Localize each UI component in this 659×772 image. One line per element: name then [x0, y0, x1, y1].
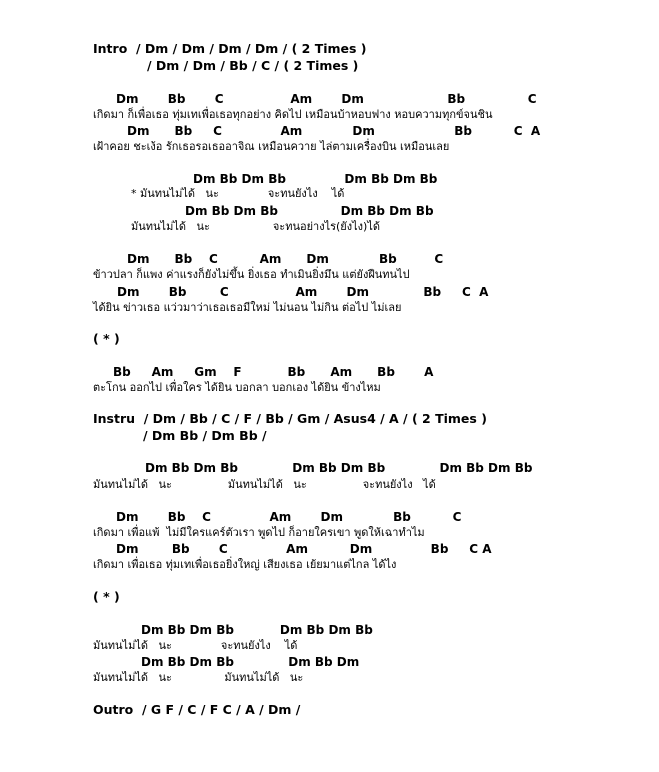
ending-chords-1: Dm Bb Dm Bb Dm Bb Dm Bb	[141, 623, 373, 637]
verse1-lyric-1: เกิดมา ก็เพื่อเธอ ทุ่มเทเพื่อเธอทุกอย่าง คิดไป เหมือนบ้าหอบฟาง หอบความทุกข์จนชิน	[93, 108, 493, 121]
chorus2-lyric: มันทนไม่ได้ นะ มันทนไม่ได้ นะ จะทนยังไง ได้	[93, 478, 436, 491]
intro-line-2: / Dm / Dm / Bb / C / ( 2 Times )	[147, 58, 359, 73]
verse2-lyric-2: ได้ยิน ข่าวเธอ แว่วมาว่าเธอเธอมีใหม่ ไม่นอน ไม่กิน ต่อไป ไม่เลย	[93, 301, 402, 314]
intro-line-1: Intro / Dm / Dm / Dm / Dm / ( 2 Times )	[93, 41, 367, 56]
chorus2-chords: Dm Bb Dm Bb Dm Bb Dm Bb Dm Bb Dm Bb	[145, 461, 533, 475]
verse1-chords-1: Dm Bb C Am Dm Bb C	[116, 92, 537, 106]
verse3-lyric-2: เกิดมา เพื่อเธอ ทุ่มเทเพื่อเธอยิ่งใหญ่ เสียงเธอ เย้ยมาแต่ไกล ได้ไง	[93, 558, 397, 571]
verse3-chords-2: Dm Bb C Am Dm Bb C A	[116, 542, 492, 556]
instru-line-1: Instru / Dm / Bb / C / F / Bb / Gm / Asus4 / A / ( 2 Times )	[93, 411, 487, 426]
verse3-chords-1: Dm Bb C Am Dm Bb C	[116, 510, 462, 524]
verse1-lyric-2: เฝ้าคอย ชะเง้อ รักเธอรอเธออาจิณ เหมือนควาย ไล่ตามเครื่องบิน เหมือนเลย	[93, 140, 450, 153]
chorus-lyric-2: มันทนไม่ได้ นะ จะทนอย่างไร(ยังไง)ได้	[131, 220, 380, 233]
verse2-chords-2: Dm Bb C Am Dm Bb C A	[117, 285, 489, 299]
chorus-repeat-marker-2: ( * )	[93, 589, 120, 604]
chorus-lyric-1: * มันทนไม่ได้ นะ จะทนยังไง ได้	[131, 187, 345, 200]
outro-line: Outro / G F / C / F C / A / Dm /	[93, 702, 301, 717]
ending-lyric-2: มันทนไม่ได้ นะ มันทนไม่ได้ นะ	[93, 671, 304, 684]
ending-chords-2: Dm Bb Dm Bb Dm Bb Dm	[141, 655, 360, 669]
bridge-chords: Bb Am Gm F Bb Am Bb A	[113, 365, 434, 379]
verse3-lyric-1: เกิดมา เพื่อแพ้ ไม่มีใครแคร์ตัวเรา พูดไป ก็อายใครเขา พูดให้เฉาทำไม	[93, 526, 425, 539]
bridge-lyric: ตะโกน ออกไป เพื่อใคร ได้ยิน บอกลา บอกเอง ได้ยิน ข้างไหม	[93, 381, 381, 394]
chorus-repeat-marker: ( * )	[93, 331, 120, 346]
chorus-chords-1: Dm Bb Dm Bb Dm Bb Dm Bb	[193, 172, 438, 186]
verse1-chords-2: Dm Bb C Am Dm Bb C A	[127, 124, 541, 138]
verse2-chords-1: Dm Bb C Am Dm Bb C	[127, 252, 444, 266]
chorus-chords-2: Dm Bb Dm Bb Dm Bb Dm Bb	[185, 204, 434, 218]
instru-line-2: / Dm Bb / Dm Bb /	[143, 428, 267, 443]
verse2-lyric-1: ข้าวปลา ก็แพง ค่าแรงก็ยังไม่ขึ้น ยิ่งเธอ ทำเมินยิ่งมึน แต่ยังฝืนทนไป	[93, 268, 410, 281]
ending-lyric-1: มันทนไม่ได้ นะ จะทนยังไง ได้	[93, 639, 298, 652]
